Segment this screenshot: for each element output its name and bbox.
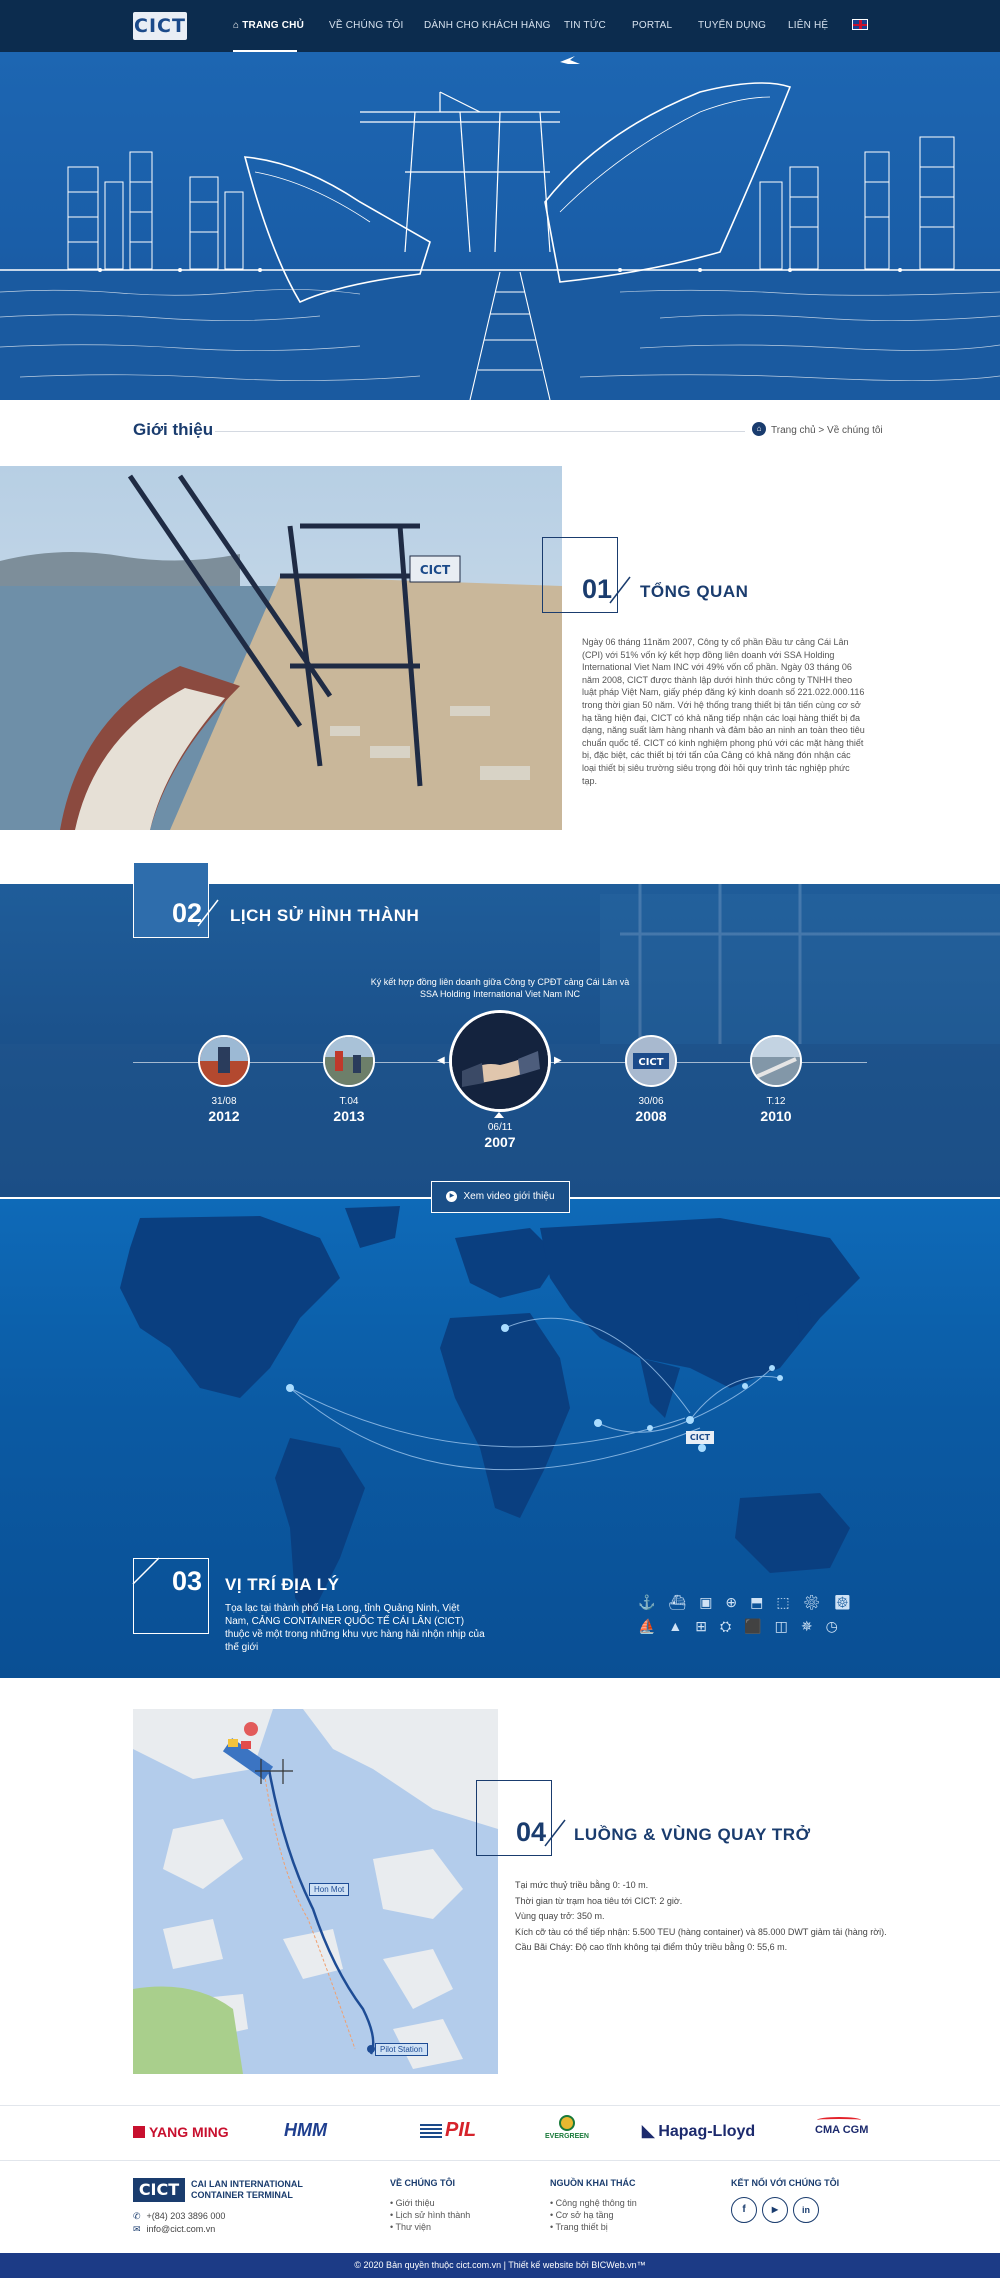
port-line-art-illustration (0, 52, 1000, 400)
section-number-03: 03 (172, 1566, 203, 1596)
nav-portal[interactable]: PORTAL (632, 20, 673, 31)
cma-cgm-wave-icon (817, 2117, 861, 2123)
timeline-date: 06/11 (487, 1122, 513, 1133)
footer-email[interactable] (133, 2224, 215, 2235)
partner-name: YANG MING (149, 2124, 229, 2140)
footer-phone[interactable] (133, 2211, 225, 2222)
timeline-next-arrow-icon[interactable]: ▶ (554, 1055, 562, 1066)
title-divider (215, 431, 745, 432)
watch-video-button[interactable] (431, 1181, 570, 1213)
timeline-date: T.12 (766, 1096, 786, 1107)
partner-logo-pil[interactable] (420, 2119, 476, 2142)
section-title-history: LỊCH SỬ HÌNH THÀNH (230, 906, 420, 925)
port-crane-photo (0, 466, 562, 830)
diagonal-slash (543, 1818, 567, 1848)
section-title-overview: TỔNG QUAN (640, 582, 749, 601)
cict-logo[interactable]: CICT (133, 12, 187, 40)
footer-link-label: Trang thiết bị (555, 2222, 608, 2232)
phone-icon: ✆ (133, 2211, 141, 2221)
timeline-photo-handshake[interactable] (449, 1010, 551, 1112)
partner-logo-yang-ming[interactable] (133, 2124, 229, 2140)
footer-link-label: Lịch sử hình thành (395, 2210, 471, 2220)
footer-link[interactable]: • Trang thiết bị (550, 2222, 608, 2232)
timeline-date: T.04 (339, 1096, 359, 1107)
copyright-bar: © 2020 Bản quyền thuộc cict.com.vn | Thiết kế website bởi BICWeb.vn™ (0, 2253, 1000, 2278)
partner-name: Hapag-Lloyd (658, 2123, 756, 2140)
spec-line: Vùng quay trở: 350 m. (515, 1911, 605, 1921)
diagonal-slash (196, 898, 220, 928)
timeline-year[interactable]: 2012 (208, 1108, 240, 1124)
timeline-caption: Ký kết hợp đồng liên doanh giữa Công ty CPĐT cảng Cái Lân và SSA Holding International Viet Nam INC (370, 977, 630, 999)
overview-text: Ngày 06 tháng 11năm 2007, Công ty cổ phần Đầu tư cảng Cái Lân (CPI) với 51% vốn ký kết hợp đồng liên doanh với SSA Holding International Viet Nam INC với 49% vốn cổ phần. Ngày 03 tháng 06 năm 2008, CICT được thành lập dưới hình thức công ty TNHH theo luật pháp Việt Nam, giấy phép đăng ký kinh doanh số 221.022.000.116 trong thời gian 50 năm. Với hệ thống trang thiết bị tân tiến cùng cơ sở hạ tầng hiện đại, CICT có khả năng tiếp nhận các loại hàng thiết bị đa dạng, năng suất làm hàng nhanh và đảm bảo an ninh an toàn theo tiêu chuẩn quốc tế. CICT có kinh nghiệm phong phú với các mặt hàng thiết bị, đặc biệt, các thiết bị tới tấn của Cảng có khả năng đón nhận các loại thiết bị siêu trường siêu trọng đòi hỏi quy trình tác nghiệp phức tạp. (582, 637, 865, 786)
timeline-year[interactable]: 2010 (760, 1108, 792, 1124)
maritime-icons-row-1: ⚓⛴▣⊕⬒⬚⚙☸ (638, 1594, 865, 1610)
footer-link[interactable]: • Cơ sở hạ tầng (550, 2210, 614, 2220)
nav-news[interactable]: TIN TỨC (564, 20, 606, 31)
nav-about[interactable]: VỀ CHÚNG TÔI (329, 20, 404, 31)
diagonal-slash (131, 1556, 161, 1586)
footer-link-label: Cơ sở hạ tầng (555, 2210, 614, 2220)
hapag-lloyd-mark-icon: ◣ (642, 2123, 655, 2140)
nav-careers[interactable]: TUYỂN DỤNG (698, 20, 767, 31)
timeline-photo-2013[interactable] (323, 1035, 375, 1087)
map-label-pilot-station: Pilot Station (375, 2043, 428, 2056)
pil-stripes-icon (420, 2124, 442, 2138)
timeline-date: 30/06 (638, 1096, 664, 1107)
nav-customers[interactable]: DÀNH CHO KHÁCH HÀNG (424, 20, 551, 31)
footer-col-connect-title: KẾT NỐI VỚI CHÚNG TÔI (731, 2178, 840, 2188)
evergreen-emblem-icon (559, 2115, 575, 2131)
email-icon: ✉ (133, 2224, 141, 2234)
footer-col-about-title: VỀ CHÚNG TÔI (390, 2178, 456, 2188)
play-icon: ▶ (446, 1191, 457, 1202)
partners-divider (0, 2105, 1000, 2106)
footer-divider (0, 2160, 1000, 2161)
timeline-photo-2008[interactable] (625, 1035, 677, 1087)
location-text: Tọa lạc tại thành phố Hạ Long, tỉnh Quảng Ninh, Việt Nam, CẢNG CONTAINER QUỐC TẾ CÁI LÂN (CICT) thuộc về một trong những khu vực hàng hải nhộn nhịp của thế giới (225, 1603, 485, 1653)
partner-logo-hapag-lloyd[interactable] (642, 2121, 755, 2141)
timeline-date: 31/08 (211, 1096, 237, 1107)
timeline-year-active[interactable]: 2007 (484, 1134, 516, 1150)
nav-home-label: TRANG CHỦ (242, 20, 305, 31)
footer-logo[interactable]: CICT (133, 2178, 185, 2202)
section-title-location: VỊ TRÍ ĐỊA LÝ (225, 1575, 340, 1594)
watch-video-label: Xem video giới thiệu (463, 1191, 555, 1202)
footer-link-label: Thư viện (395, 2222, 432, 2232)
channel-map (133, 1709, 498, 2074)
footer-link[interactable]: • Thư viện (390, 2222, 432, 2232)
nav-home[interactable] (233, 20, 304, 31)
channel-specs (515, 1878, 895, 1956)
diagonal-slash (608, 575, 632, 605)
hero-banner (0, 52, 1000, 400)
footer-link[interactable]: • Lịch sử hình thành (390, 2210, 471, 2220)
section-number-02: 02 (172, 898, 203, 928)
yang-ming-mark-icon (133, 2126, 145, 2138)
company-name-line1: CAI LAN INTERNATIONAL (191, 2179, 303, 2189)
timeline-year[interactable]: 2013 (333, 1108, 365, 1124)
partner-logo-cma-cgm[interactable] (815, 2124, 868, 2136)
breadcrumb[interactable]: Trang chủ > Về chúng tôi (771, 425, 883, 436)
spec-line: Cầu Bãi Cháy: Độ cao tĩnh không tại điểm thủy triều bằng 0: 55,6 m. (515, 1942, 788, 1952)
phone-number: +(84) 203 3896 000 (146, 2211, 226, 2221)
section-number-04: 04 (516, 1817, 547, 1847)
home-icon: ⌂ (233, 20, 243, 31)
marine-icons-grid (638, 1590, 868, 1642)
uk-flag-icon[interactable] (852, 19, 868, 30)
svg-text:CICT: CICT (419, 563, 451, 577)
email-address: info@cict.com.vn (146, 2224, 216, 2234)
spec-line: Kích cỡ tàu có thể tiếp nhận: 5.500 TEU (hàng container) và 85.000 DWT giảm tải (hàng rời). (515, 1926, 887, 1937)
partner-logo-evergreen[interactable] (541, 2115, 593, 2140)
footer-col-resources-title: NGUỒN KHAI THÁC (550, 2178, 636, 2188)
partner-name: CMA CGM (815, 2124, 869, 2136)
map-label-hon-mot: Hon Mot (309, 1883, 349, 1896)
svg-text:CICT: CICT (638, 1057, 664, 1068)
nav-contact[interactable]: LIÊN HỆ (788, 20, 829, 31)
footer-link-label: Giới thiệu (395, 2198, 435, 2208)
maritime-icons-row-2: ⛵▲⊞⛭⬛◫✵◷ (638, 1618, 851, 1634)
company-name-line2: CONTAINER TERMINAL (191, 2190, 293, 2200)
facebook-icon[interactable]: f (731, 2197, 757, 2223)
footer-link-label: Công nghệ thông tin (555, 2198, 637, 2208)
footer-link[interactable]: • Công nghệ thông tin (550, 2198, 637, 2208)
partner-name: PIL (445, 2119, 477, 2141)
timeline-year[interactable]: 2008 (635, 1108, 667, 1124)
section-title-intro: Giới thiệu (133, 420, 214, 439)
breadcrumb-home-icon[interactable]: ⌂ (752, 422, 766, 436)
timeline-prev-arrow-icon[interactable]: ◀ (437, 1055, 445, 1066)
map-cict-marker: CICT (686, 1431, 714, 1444)
footer-link[interactable]: • Giới thiệu (390, 2198, 435, 2208)
timeline-photo-2012[interactable] (198, 1035, 250, 1087)
timeline-active-pointer (494, 1112, 504, 1118)
youtube-icon[interactable]: ▶ (762, 2197, 788, 2223)
partner-name: EVERGREEN (545, 2133, 589, 2140)
partner-logo-hmm[interactable]: HMM (284, 2120, 327, 2140)
linkedin-icon[interactable]: in (793, 2197, 819, 2223)
spec-line: Thời gian từ trạm hoa tiêu tới CICT: 2 giờ. (515, 1895, 683, 1906)
section-number-01: 01 (582, 574, 613, 604)
section-title-channel: LUỒNG & VÙNG QUAY TRỞ (574, 1825, 811, 1844)
spec-line: Tại mức thuỷ triều bằng 0: -10 m. (515, 1880, 649, 1890)
timeline-photo-2010[interactable] (750, 1035, 802, 1087)
